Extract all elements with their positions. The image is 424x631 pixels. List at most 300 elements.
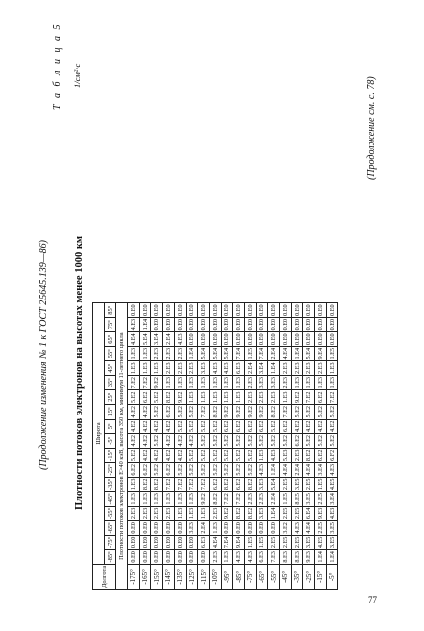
flux-value-cell: 3.E4 <box>151 332 163 347</box>
flux-value-cell: 8.E2 <box>244 506 256 521</box>
flux-value-cell: 5.E4 <box>221 346 233 361</box>
flux-value-cell: 2.E5 <box>303 477 315 492</box>
flux-value-cell: 5.E2 <box>209 434 221 449</box>
flux-value-cell: 5.E2 <box>233 463 245 478</box>
flux-value-cell: 0.E0 <box>209 332 221 347</box>
flux-value-cell: 8.E5 <box>291 492 303 507</box>
flux-value-cell: 5.E2 <box>303 405 315 420</box>
flux-value-cell: 3.E5 <box>326 535 338 550</box>
flux-value-cell: 5.E2 <box>315 405 327 420</box>
flux-value-cell: 5.E2 <box>244 448 256 463</box>
flux-value-cell: 4.E2 <box>291 419 303 434</box>
flux-value-cell: 3.E3 <box>256 375 268 390</box>
flux-value-cell: 0.E0 <box>198 317 210 332</box>
flux-value-cell: 8.E2 <box>139 477 151 492</box>
flux-value-cell: 1.E4 <box>268 361 280 376</box>
flux-value-cell: 0.E0 <box>244 332 256 347</box>
table-row <box>128 303 140 590</box>
flux-value-cell: 5.E2 <box>268 419 280 434</box>
flux-value-cell: 0.E0 <box>244 303 256 318</box>
flux-value-cell: 0.E0 <box>174 535 186 550</box>
flux-value-cell: 5.E2 <box>326 434 338 449</box>
flux-value-cell: 5.E2 <box>209 463 221 478</box>
latitude-col-header: -85° <box>104 550 116 565</box>
flux-value-cell: 7.E3 <box>268 550 280 565</box>
flux-value-cell: 1.E4 <box>326 550 338 565</box>
flux-value-cell: 9.E3 <box>303 550 315 565</box>
flux-value-cell: 6.F2 <box>326 448 338 463</box>
flux-value-cell: 0.E0 <box>233 332 245 347</box>
flux-value-cell: 4.E2 <box>139 448 151 463</box>
flux-value-cell: 4.E2 <box>174 448 186 463</box>
flux-value-cell: 0.E0 <box>315 317 327 332</box>
flux-value-cell: 0.E0 <box>280 332 292 347</box>
latitude-col-header: -15° <box>104 448 116 463</box>
flux-value-cell: 2.E5 <box>280 535 292 550</box>
flux-value-cell: 3.E5 <box>291 477 303 492</box>
flux-value-cell: 2.E3 <box>163 346 175 361</box>
flux-value-cell: 4.E2 <box>139 405 151 420</box>
flux-value-cell: 0.E0 <box>128 521 140 536</box>
flux-value-cell: 4.E2 <box>315 419 327 434</box>
flux-value-cell: 1.E5 <box>326 346 338 361</box>
flux-value-cell: 9.E2 <box>244 405 256 420</box>
flux-value-cell: 5.E2 <box>198 419 210 434</box>
flux-value-cell: 0.E0 <box>268 303 280 318</box>
latitude-values-row <box>104 303 116 590</box>
flux-value-cell: 0.E0 <box>186 332 198 347</box>
flux-value-cell: 7.E2 <box>280 405 292 420</box>
flux-value-cell: 6.E2 <box>244 419 256 434</box>
flux-value-cell: 7.E2 <box>233 492 245 507</box>
flux-value-cell: 5.E2 <box>174 405 186 420</box>
flux-value-cell: 2.E3 <box>186 361 198 376</box>
flux-value-cell: 5.E4 <box>209 346 221 361</box>
flux-value-cell: 6.E2 <box>163 405 175 420</box>
table-row <box>163 303 175 590</box>
flux-value-cell: 1.E5 <box>315 477 327 492</box>
flux-value-cell: 1.E4 <box>139 317 151 332</box>
flux-value-cell: 2.E3 <box>128 506 140 521</box>
flux-value-cell: 9.E4 <box>233 535 245 550</box>
flux-value-cell: 5.E4 <box>198 346 210 361</box>
span-row-text: Плотности потоков электронов Е>40 кэВ, высота 350 км, минимум 11-летнего цикла <box>116 303 128 590</box>
flux-value-cell: 3.E5 <box>303 492 315 507</box>
flux-value-cell: 4.E2 <box>139 419 151 434</box>
flux-value-cell: 7.E4 <box>256 346 268 361</box>
flux-value-cell: 1.E3 <box>221 550 233 565</box>
flux-value-cell: 2.E3 <box>174 346 186 361</box>
flux-value-cell: 0.E0 <box>209 303 221 318</box>
flux-value-cell: 1.E4 <box>268 463 280 478</box>
longitude-cell: -65° <box>256 564 268 589</box>
flux-value-cell: 0.E0 <box>128 550 140 565</box>
flux-value-cell: 0.E0 <box>256 521 268 536</box>
flux-value-cell: 4.E3 <box>268 448 280 463</box>
flux-value-cell: 2.E5 <box>315 492 327 507</box>
flux-value-cell: 9.E2 <box>151 375 163 390</box>
flux-value-cell: 5.E2 <box>186 463 198 478</box>
flux-value-cell: 1.E3 <box>174 492 186 507</box>
flux-value-cell: 5.E4 <box>139 332 151 347</box>
longitude-cell: -95° <box>221 564 233 589</box>
flux-value-cell: 1.E3 <box>198 390 210 405</box>
flux-value-cell: 0.E0 <box>280 303 292 318</box>
flux-value-cell: 5.E4 <box>303 346 315 361</box>
flux-value-cell: 0.E0 <box>163 550 175 565</box>
flux-value-cell: 2.E3 <box>268 390 280 405</box>
flux-value-cell: 4.E4 <box>303 521 315 536</box>
table-row <box>221 303 233 590</box>
flux-value-cell: 2.E3 <box>315 361 327 376</box>
flux-value-cell: 2.E3 <box>244 390 256 405</box>
flux-value-cell: 0.E0 <box>139 550 151 565</box>
flux-value-cell: 7.E2 <box>326 390 338 405</box>
flux-value-cell: 4.E2 <box>163 448 175 463</box>
flux-value-cell: 9.E2 <box>174 390 186 405</box>
flux-value-cell: 2.E4 <box>268 492 280 507</box>
flux-value-cell: 2.E4 <box>268 346 280 361</box>
unit-label: 1/см²·с <box>72 63 82 88</box>
flux-value-cell: 5.E2 <box>326 405 338 420</box>
flux-value-cell: 3.E4 <box>326 492 338 507</box>
flux-value-cell: 1.E3 <box>139 492 151 507</box>
flux-value-cell: 1.E3 <box>209 521 221 536</box>
flux-value-cell: 6.E2 <box>233 419 245 434</box>
flux-value-cell: 4.E3 <box>174 332 186 347</box>
flux-value-cell: 1.E3 <box>221 375 233 390</box>
flux-value-cell: 1.E3 <box>326 361 338 376</box>
flux-value-cell: 1.E3 <box>326 375 338 390</box>
flux-value-cell: 1.E3 <box>303 375 315 390</box>
table-row <box>315 303 327 590</box>
table-caption: Т а б л и ц а 5 <box>52 22 63 110</box>
flux-value-cell: 2.E4 <box>198 521 210 536</box>
table-row <box>244 303 256 590</box>
flux-value-cell: 3.E3 <box>186 521 198 536</box>
flux-value-cell: 0.E0 <box>303 303 315 318</box>
flux-value-cell: 8.E2 <box>268 405 280 420</box>
flux-value-cell: 2.E3 <box>151 346 163 361</box>
flux-value-cell: 0.E0 <box>174 303 186 318</box>
flux-value-cell: 0.E0 <box>221 332 233 347</box>
flux-value-cell: 1.E3 <box>174 375 186 390</box>
table-title: Плотности потоков электронов на высотах менее 1000 км <box>74 235 85 510</box>
flux-value-cell: 4.E2 <box>163 419 175 434</box>
table-row <box>151 303 163 590</box>
flux-value-cell: 0.E0 <box>186 550 198 565</box>
flux-value-cell: 0.E0 <box>128 535 140 550</box>
flux-value-cell: 1.E3 <box>186 390 198 405</box>
flux-value-cell: 5.E2 <box>151 434 163 449</box>
flux-value-cell: 0.E0 <box>139 535 151 550</box>
table-row <box>291 303 303 590</box>
flux-value-cell: 1.E3 <box>209 390 221 405</box>
flux-value-cell: 0.E0 <box>186 535 198 550</box>
flux-value-cell: 8.E2 <box>303 448 315 463</box>
flux-value-cell: 4.E4 <box>280 346 292 361</box>
flux-value-cell: 0.E0 <box>186 317 198 332</box>
flux-value-cell: 7.E2 <box>163 477 175 492</box>
flux-value-cell: 5.E2 <box>186 448 198 463</box>
flux-value-cell: 1.E3 <box>151 361 163 376</box>
flux-value-cell: 4.E2 <box>303 419 315 434</box>
flux-value-cell: 0.E0 <box>268 521 280 536</box>
flux-value-cell: 4.E3 <box>233 550 245 565</box>
flux-value-cell: 4.E5 <box>326 477 338 492</box>
flux-value-cell: 9.E2 <box>221 405 233 420</box>
flux-value-cell: 1.E3 <box>198 375 210 390</box>
flux-value-cell: 1.E3 <box>163 375 175 390</box>
flux-value-cell: 5.E2 <box>209 448 221 463</box>
flux-value-cell: 9.E2 <box>291 390 303 405</box>
longitude-cell: -45° <box>280 564 292 589</box>
latitude-col-header: 25° <box>104 390 116 405</box>
flux-value-cell: 0.E0 <box>326 332 338 347</box>
flux-value-cell: 4.E2 <box>128 405 140 420</box>
flux-value-cell: 2.E3 <box>244 375 256 390</box>
flux-value-cell: 5.E2 <box>151 405 163 420</box>
flux-value-cell: 1.E4 <box>291 346 303 361</box>
flux-value-cell: 1.E3 <box>280 390 292 405</box>
flux-value-cell: 2.E3 <box>174 361 186 376</box>
flux-value-cell: 9.E2 <box>256 405 268 420</box>
flux-value-cell: 7.E2 <box>186 477 198 492</box>
flux-value-cell: 0.E0 <box>139 303 151 318</box>
flux-value-cell: 5.E2 <box>221 448 233 463</box>
flux-value-cell: 5.E2 <box>186 405 198 420</box>
flux-value-cell: 9.E2 <box>221 506 233 521</box>
page-number: 77 <box>368 595 377 605</box>
flux-value-cell: 1.E3 <box>233 375 245 390</box>
flux-value-cell: 8.E2 <box>244 477 256 492</box>
flux-value-cell: 2.E3 <box>280 361 292 376</box>
flux-value-cell: 1.E3 <box>128 346 140 361</box>
flux-value-cell: 0.E0 <box>198 550 210 565</box>
flux-value-cell: 4.E3 <box>326 463 338 478</box>
flux-value-cell: 3.E3 <box>256 506 268 521</box>
flux-value-cell: 6.E2 <box>315 448 327 463</box>
longitude-cell: -175° <box>128 564 140 589</box>
flux-value-cell: 0.E0 <box>221 317 233 332</box>
flux-value-cell: 2.E3 <box>244 492 256 507</box>
latitude-col-header: 85° <box>104 303 116 318</box>
flux-value-cell: 3.E2 <box>280 521 292 536</box>
flux-value-cell: 4.E2 <box>174 434 186 449</box>
flux-value-cell: 5.E2 <box>280 434 292 449</box>
flux-value-cell: 8.E2 <box>209 492 221 507</box>
flux-value-cell: 5.E2 <box>291 405 303 420</box>
flux-value-cell: 0.E0 <box>174 317 186 332</box>
header-row-1 <box>93 303 105 590</box>
flux-value-cell: 7.E2 <box>198 405 210 420</box>
flux-value-cell: 0.E0 <box>326 303 338 318</box>
flux-value-cell: 6.E4 <box>303 506 315 521</box>
flux-value-cell: 0.E0 <box>198 332 210 347</box>
flux-value-cell: 0.E0 <box>151 535 163 550</box>
flux-value-cell: 2.E5 <box>315 521 327 536</box>
flux-value-cell: 7.E4 <box>233 346 245 361</box>
flux-value-cell: 0.E0 <box>139 521 151 536</box>
flux-value-cell: 1.E5 <box>244 346 256 361</box>
flux-value-cell: 2.E3 <box>291 448 303 463</box>
flux-value-cell: 4.E2 <box>151 419 163 434</box>
table-row <box>326 303 338 590</box>
flux-value-cell: 6.E2 <box>315 390 327 405</box>
flux-value-cell: 5.E2 <box>151 463 163 478</box>
flux-value-cell: 4.E3 <box>326 506 338 521</box>
flux-value-cell: 1.E3 <box>174 506 186 521</box>
flux-value-cell: 7.E4 <box>221 535 233 550</box>
flux-value-cell: 3.E3 <box>256 477 268 492</box>
latitude-col-header: 35° <box>104 375 116 390</box>
continuation-footer: (Продолжение см. с. 78) <box>366 76 377 180</box>
flux-value-cell: 4.E4 <box>303 463 315 478</box>
flux-value-cell: 0.E0 <box>151 550 163 565</box>
flux-value-cell: 1.E5 <box>280 492 292 507</box>
flux-value-cell: 4.E2 <box>186 434 198 449</box>
flux-value-cell: 5.E2 <box>209 419 221 434</box>
longitude-cell: -15° <box>315 564 327 589</box>
flux-value-cell: 0.E0 <box>315 332 327 347</box>
flux-value-cell: 5.E3 <box>280 448 292 463</box>
flux-value-cell: 1.E3 <box>233 390 245 405</box>
flux-value-cell: 0.E0 <box>256 332 268 347</box>
flux-value-cell: 5.E2 <box>244 463 256 478</box>
flux-value-cell: 4.E4 <box>209 535 221 550</box>
latitude-col-header: -65° <box>104 521 116 536</box>
flux-value-cell: 8.E3 <box>291 550 303 565</box>
flux-value-cell: 2.E5 <box>280 477 292 492</box>
flux-value-cell: 1.E3 <box>151 492 163 507</box>
longitude-cell: -75° <box>244 564 256 589</box>
flux-value-cell: 1.E3 <box>198 506 210 521</box>
flux-value-cell: 4.E3 <box>244 550 256 565</box>
flux-value-cell: 4.E2 <box>326 419 338 434</box>
flux-value-cell: 0.E0 <box>128 303 140 318</box>
longitude-cell: -165° <box>139 564 151 589</box>
flux-value-cell: 1.E4 <box>268 506 280 521</box>
rotated-page-content <box>38 22 378 590</box>
flux-value-cell: 0.E0 <box>174 521 186 536</box>
flux-value-cell: 7.E2 <box>128 375 140 390</box>
flux-value-cell: 0.E0 <box>326 317 338 332</box>
table-row <box>174 303 186 590</box>
flux-value-cell: 2.E3 <box>256 390 268 405</box>
flux-value-cell: 5.E2 <box>151 390 163 405</box>
latitude-col-header: -5° <box>104 434 116 449</box>
flux-value-cell: 5.E4 <box>268 477 280 492</box>
flux-value-cell: 6.E3 <box>198 535 210 550</box>
latitude-col-header: 45° <box>104 361 116 376</box>
flux-value-cell: 5.E2 <box>174 463 186 478</box>
flux-value-cell: 3.E4 <box>256 361 268 376</box>
flux-value-cell: 0.E0 <box>209 317 221 332</box>
flux-value-cell: 3.E3 <box>268 375 280 390</box>
flux-value-cell: 5.E2 <box>303 434 315 449</box>
flux-value-cell: 0.E0 <box>163 317 175 332</box>
flux-value-cell: 5.E2 <box>198 434 210 449</box>
flux-value-cell: 6.E3 <box>256 550 268 565</box>
flux-value-cell: 2.E5 <box>280 506 292 521</box>
longitude-cell: -5° <box>326 564 338 589</box>
flux-value-cell: 5.E2 <box>315 434 327 449</box>
flux-value-cell: 4.E4 <box>280 463 292 478</box>
flux-value-cell: 1.E4 <box>315 550 327 565</box>
flux-value-cell: 8.E2 <box>221 477 233 492</box>
flux-value-cell: 0.E0 <box>303 332 315 347</box>
latitude-col-header: -45° <box>104 492 116 507</box>
flux-value-cell: 0.E0 <box>233 521 245 536</box>
flux-value-cell: 3.E4 <box>315 463 327 478</box>
flux-value-cell: 0.E0 <box>244 317 256 332</box>
flux-value-cell: 0.E0 <box>186 303 198 318</box>
longitude-cell: -115° <box>198 564 210 589</box>
flux-value-cell: 6.E2 <box>163 463 175 478</box>
flux-value-cell: 1.E3 <box>139 361 151 376</box>
flux-value-cell: 4.E4 <box>128 332 140 347</box>
flux-value-cell: 5.E2 <box>198 448 210 463</box>
flux-value-cell: 6.E2 <box>139 463 151 478</box>
flux-value-cell: 0.E0 <box>268 317 280 332</box>
flux-value-cell: 0.E0 <box>268 332 280 347</box>
flux-value-cell: 0.E0 <box>256 303 268 318</box>
flux-value-cell: 0.E0 <box>315 303 327 318</box>
flux-value-cell: 0.E0 <box>174 550 186 565</box>
flux-value-cell: 0.E0 <box>221 303 233 318</box>
latitude-col-header: -35° <box>104 477 116 492</box>
flux-value-cell: 0.E0 <box>163 521 175 536</box>
table-row <box>303 303 315 590</box>
flux-value-cell: 1.E3 <box>163 492 175 507</box>
table-row <box>280 303 292 590</box>
flux-value-cell: 4.E2 <box>128 419 140 434</box>
longitude-cell: -25° <box>303 564 315 589</box>
flux-value-cell: 9.E3 <box>315 506 327 521</box>
flux-value-cell: 0.E0 <box>256 317 268 332</box>
flux-value-cell: 3.E5 <box>326 521 338 536</box>
table-row <box>209 303 221 590</box>
flux-value-cell: 4.E3 <box>291 521 303 536</box>
flux-value-cell: 1.E4 <box>186 346 198 361</box>
longitude-header: Долгота <box>93 564 116 589</box>
flux-value-cell: 2.E5 <box>268 535 280 550</box>
flux-value-cell: 0.E0 <box>151 317 163 332</box>
table-body <box>116 303 338 590</box>
latitude-col-header: 5° <box>104 419 116 434</box>
flux-value-cell: 5.E2 <box>256 434 268 449</box>
flux-value-cell: 2.E3 <box>209 550 221 565</box>
latitude-col-header: 55° <box>104 346 116 361</box>
flux-value-cell: 6.E2 <box>280 419 292 434</box>
latitude-col-header: -75° <box>104 535 116 550</box>
flux-value-cell: 5.E2 <box>128 390 140 405</box>
flux-value-cell: 1.E3 <box>186 375 198 390</box>
flux-value-cell: 5.E2 <box>244 434 256 449</box>
flux-value-cell: 1.E3 <box>209 375 221 390</box>
flux-value-cell: 0.E0 <box>163 535 175 550</box>
table-row <box>139 303 151 590</box>
flux-value-cell: 4.E3 <box>128 317 140 332</box>
flux-value-cell: 0.E0 <box>291 332 303 347</box>
flux-value-cell: 3.E5 <box>303 535 315 550</box>
flux-value-cell: 2.E3 <box>256 492 268 507</box>
flux-value-cell: 1.E3 <box>128 492 140 507</box>
flux-value-cell: 8.E2 <box>233 506 245 521</box>
table-row <box>268 303 280 590</box>
flux-value-cell: 5.E2 <box>221 434 233 449</box>
flux-value-cell: 0.E0 <box>303 317 315 332</box>
